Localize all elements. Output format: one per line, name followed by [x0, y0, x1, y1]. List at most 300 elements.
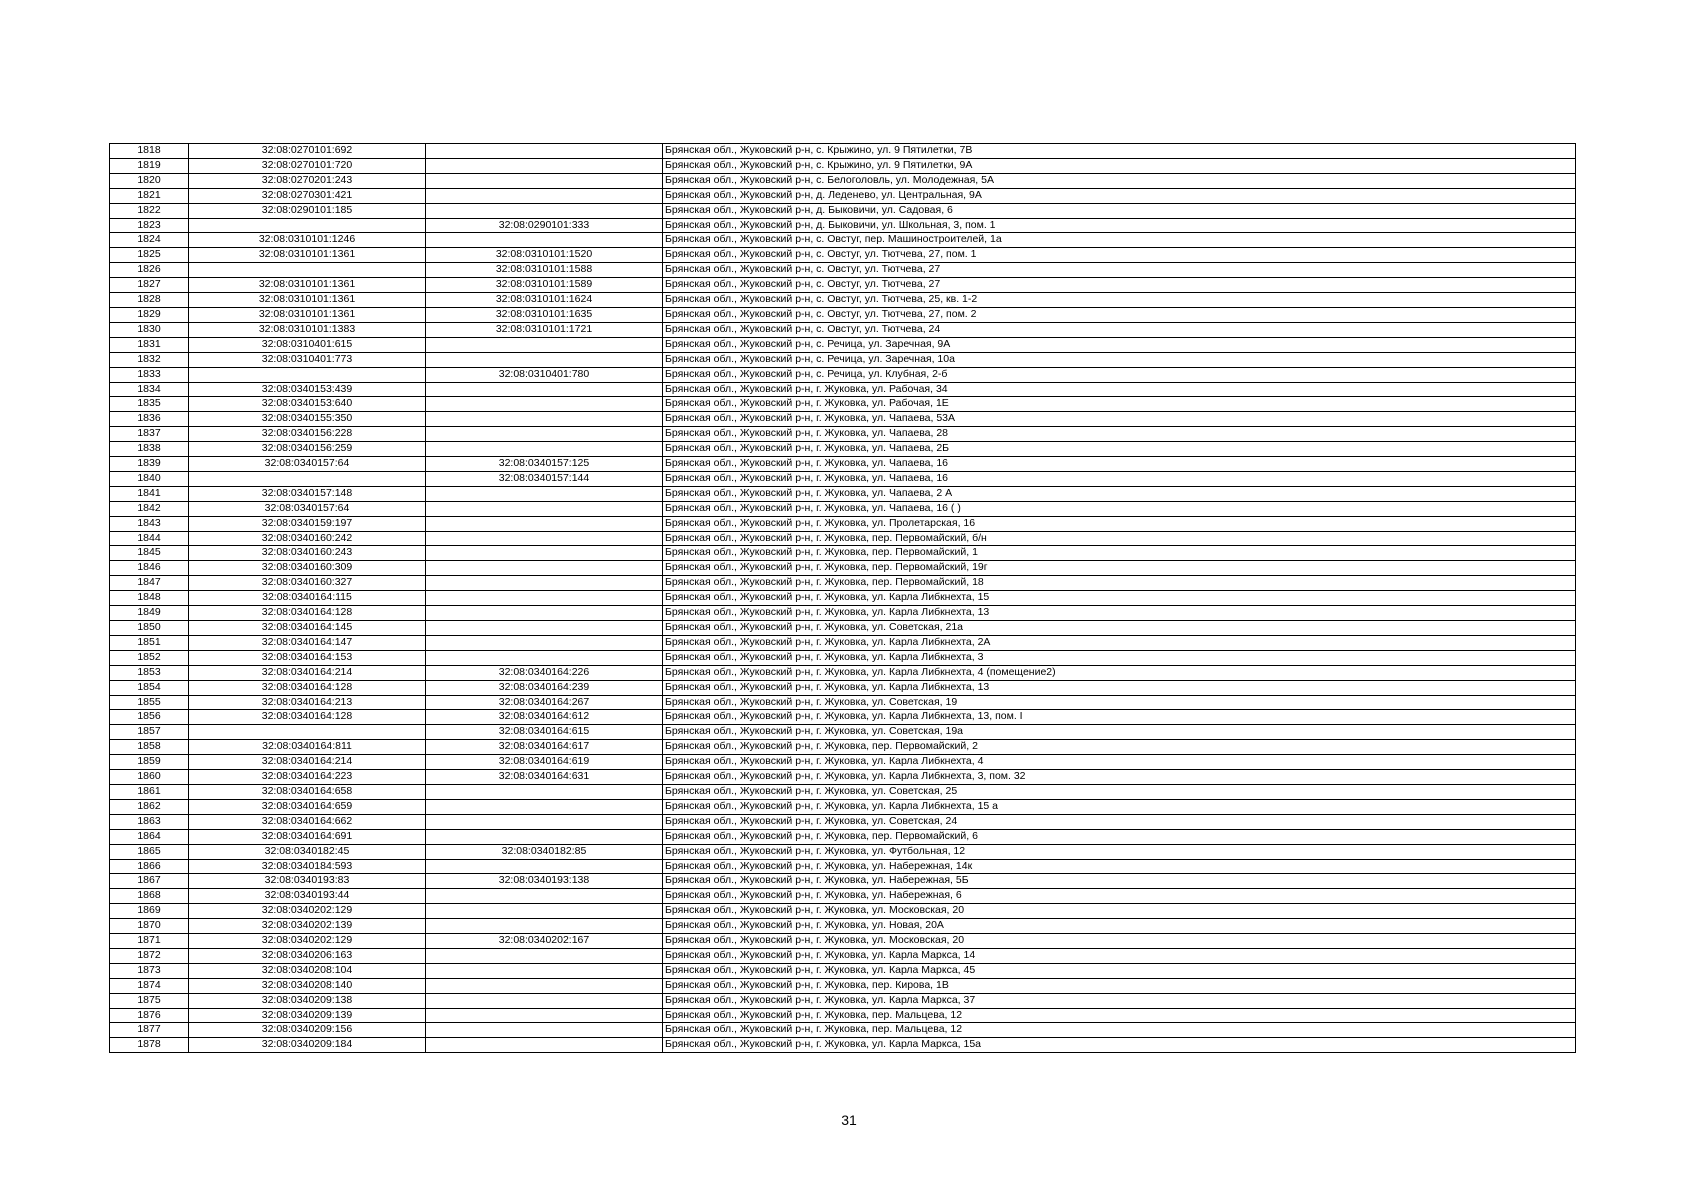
object-cadastral-number-cell: 32:08:0340164:631: [426, 770, 663, 785]
object-cadastral-number-cell: [426, 621, 663, 636]
table-row: [110, 844, 1576, 859]
address-cell: Брянская обл., Жуковский р-н, г. Жуковка, ул. Карла Либкнехта, 2А: [663, 635, 1576, 650]
object-cadastral-number-cell: [426, 486, 663, 501]
cadastral-number-cell: 32:08:0340164:214: [189, 755, 426, 770]
address-cell: Брянская обл., Жуковский р-н, г. Жуковка, ул. Карла Маркса, 14: [663, 948, 1576, 963]
table-row: [110, 218, 1576, 233]
address-cell: Брянская обл., Жуковский р-н, г. Жуковка, ул. Московская, 20: [663, 904, 1576, 919]
address-cell: Брянская обл., Жуковский р-н, г. Жуковка, ул. Карла Либкнехта, 3, пом. 32: [663, 770, 1576, 785]
address-cell: Брянская обл., Жуковский р-н, г. Жуковка, пер. Первомайский, 2: [663, 740, 1576, 755]
row-number-cell: 1850: [110, 621, 189, 636]
table-row: [110, 1038, 1576, 1053]
row-number-cell: 1860: [110, 770, 189, 785]
page-number: 31: [841, 1112, 857, 1128]
row-number-cell: 1822: [110, 203, 189, 218]
object-cadastral-number-cell: 32:08:0340164:267: [426, 695, 663, 710]
row-number-cell: 1845: [110, 546, 189, 561]
address-cell: Брянская обл., Жуковский р-н, г. Жуковка, пер. Первомайский, б/н: [663, 531, 1576, 546]
address-cell: Брянская обл., Жуковский р-н, г. Жуковка, ул. Карла Либкнехта, 13: [663, 680, 1576, 695]
table-row: [110, 457, 1576, 472]
row-number-cell: 1859: [110, 755, 189, 770]
address-cell: Брянская обл., Жуковский р-н, г. Жуковка, пер. Кирова, 1В: [663, 978, 1576, 993]
cadastral-number-cell: 32:08:0340164:115: [189, 591, 426, 606]
table-row: [110, 799, 1576, 814]
object-cadastral-number-cell: [426, 546, 663, 561]
object-cadastral-number-cell: [426, 799, 663, 814]
table-row: [110, 293, 1576, 308]
cadastral-number-cell: 32:08:0340164:147: [189, 635, 426, 650]
cadastral-number-cell: 32:08:0340182:45: [189, 844, 426, 859]
cadastral-number-cell: 32:08:0340209:139: [189, 1008, 426, 1023]
table-row: [110, 561, 1576, 576]
table-row: [110, 307, 1576, 322]
object-cadastral-number-cell: [426, 978, 663, 993]
table-row: [110, 203, 1576, 218]
object-cadastral-number-cell: [426, 561, 663, 576]
address-cell: Брянская обл., Жуковский р-н, г. Жуковка, ул. Футбольная, 12: [663, 844, 1576, 859]
object-cadastral-number-cell: [426, 919, 663, 934]
registry-table-body: [110, 144, 1576, 1053]
row-number-cell: 1872: [110, 948, 189, 963]
address-cell: Брянская обл., Жуковский р-н, г. Жуковка, ул. Чапаева, 16: [663, 471, 1576, 486]
cadastral-number-cell: 32:08:0340164:658: [189, 784, 426, 799]
cadastral-number-cell: [189, 471, 426, 486]
cadastral-number-cell: 32:08:0310101:1361: [189, 307, 426, 322]
table-row: [110, 263, 1576, 278]
table-row: [110, 144, 1576, 159]
address-cell: Брянская обл., Жуковский р-н, д. Быковичи, ул. Школьная, 3, пом. 1: [663, 218, 1576, 233]
row-number-cell: 1819: [110, 158, 189, 173]
cadastral-number-cell: 32:08:0310101:1361: [189, 248, 426, 263]
object-cadastral-number-cell: [426, 635, 663, 650]
address-cell: Брянская обл., Жуковский р-н, с. Крыжино, ул. 9 Пятилетки, 7В: [663, 144, 1576, 159]
row-number-cell: 1875: [110, 993, 189, 1008]
object-cadastral-number-cell: [426, 397, 663, 412]
object-cadastral-number-cell: 32:08:0340202:167: [426, 934, 663, 949]
cadastral-number-cell: 32:08:0310401:615: [189, 337, 426, 352]
row-number-cell: 1874: [110, 978, 189, 993]
cadastral-number-cell: 32:08:0310101:1246: [189, 233, 426, 248]
cadastral-number-cell: [189, 263, 426, 278]
row-number-cell: 1869: [110, 904, 189, 919]
cadastral-number-cell: 32:08:0340206:163: [189, 948, 426, 963]
address-cell: Брянская обл., Жуковский р-н, с. Овстуг, ул. Тютчева, 25, кв. 1-2: [663, 293, 1576, 308]
cadastral-number-cell: 32:08:0270201:243: [189, 173, 426, 188]
cadastral-number-cell: 32:08:0340164:153: [189, 650, 426, 665]
row-number-cell: 1855: [110, 695, 189, 710]
object-cadastral-number-cell: [426, 516, 663, 531]
table-row: [110, 963, 1576, 978]
object-cadastral-number-cell: 32:08:0340157:144: [426, 471, 663, 486]
object-cadastral-number-cell: [426, 412, 663, 427]
table-row: [110, 442, 1576, 457]
table-row: [110, 501, 1576, 516]
cadastral-number-cell: 32:08:0340209:138: [189, 993, 426, 1008]
table-row: [110, 591, 1576, 606]
object-cadastral-number-cell: [426, 352, 663, 367]
table-row: [110, 680, 1576, 695]
address-cell: Брянская обл., Жуковский р-н, г. Жуковка, ул. Карла Либкнехта, 3: [663, 650, 1576, 665]
cadastral-number-cell: 32:08:0340160:309: [189, 561, 426, 576]
row-number-cell: 1821: [110, 188, 189, 203]
address-cell: Брянская обл., Жуковский р-н, с. Речица, ул. Клубная, 2-б: [663, 367, 1576, 382]
object-cadastral-number-cell: 32:08:0290101:333: [426, 218, 663, 233]
row-number-cell: 1871: [110, 934, 189, 949]
table-row: [110, 337, 1576, 352]
cadastral-number-cell: 32:08:0340160:327: [189, 576, 426, 591]
address-cell: Брянская обл., Жуковский р-н, г. Жуковка, ул. Карла Либкнехта, 4: [663, 755, 1576, 770]
address-cell: Брянская обл., Жуковский р-н, г. Жуковка, ул. Рабочая, 34: [663, 382, 1576, 397]
address-cell: Брянская обл., Жуковский р-н, г. Жуковка, ул. Советская, 19: [663, 695, 1576, 710]
address-cell: Брянская обл., Жуковский р-н, г. Жуковка, ул. Московская, 20: [663, 934, 1576, 949]
address-cell: Брянская обл., Жуковский р-н, с. Овстуг, ул. Тютчева, 27, пом. 2: [663, 307, 1576, 322]
row-number-cell: 1846: [110, 561, 189, 576]
cadastral-number-cell: 32:08:0340164:223: [189, 770, 426, 785]
object-cadastral-number-cell: 32:08:0310101:1589: [426, 278, 663, 293]
address-cell: Брянская обл., Жуковский р-н, с. Овстуг, ул. Тютчева, 27: [663, 278, 1576, 293]
row-number-cell: 1838: [110, 442, 189, 457]
row-number-cell: 1837: [110, 427, 189, 442]
object-cadastral-number-cell: [426, 650, 663, 665]
object-cadastral-number-cell: 32:08:0310101:1624: [426, 293, 663, 308]
cadastral-number-cell: 32:08:0340164:691: [189, 829, 426, 844]
address-cell: Брянская обл., Жуковский р-н, с. Белоголовль, ул. Молодежная, 5А: [663, 173, 1576, 188]
cadastral-number-cell: 32:08:0340193:83: [189, 874, 426, 889]
row-number-cell: 1842: [110, 501, 189, 516]
address-cell: Брянская обл., Жуковский р-н, г. Жуковка, ул. Чапаева, 16 ( ): [663, 501, 1576, 516]
address-cell: Брянская обл., Жуковский р-н, г. Жуковка, ул. Советская, 19а: [663, 725, 1576, 740]
row-number-cell: 1877: [110, 1023, 189, 1038]
object-cadastral-number-cell: [426, 591, 663, 606]
address-cell: Брянская обл., Жуковский р-н, г. Жуковка, ул. Карла Маркса, 45: [663, 963, 1576, 978]
table-row: [110, 904, 1576, 919]
table-row: [110, 233, 1576, 248]
object-cadastral-number-cell: [426, 889, 663, 904]
address-cell: Брянская обл., Жуковский р-н, г. Жуковка, ул. Чапаева, 28: [663, 427, 1576, 442]
row-number-cell: 1843: [110, 516, 189, 531]
cadastral-number-cell: 32:08:0340202:129: [189, 934, 426, 949]
object-cadastral-number-cell: 32:08:0310101:1721: [426, 322, 663, 337]
row-number-cell: 1878: [110, 1038, 189, 1053]
cadastral-number-cell: 32:08:0340202:129: [189, 904, 426, 919]
object-cadastral-number-cell: [426, 442, 663, 457]
table-row: [110, 367, 1576, 382]
object-cadastral-number-cell: 32:08:0340182:85: [426, 844, 663, 859]
table-row: [110, 740, 1576, 755]
row-number-cell: 1841: [110, 486, 189, 501]
cadastral-number-cell: 32:08:0340164:662: [189, 814, 426, 829]
address-cell: Брянская обл., Жуковский р-н, д. Быковичи, ул. Садовая, 6: [663, 203, 1576, 218]
cadastral-number-cell: 32:08:0340160:243: [189, 546, 426, 561]
table-row: [110, 188, 1576, 203]
row-number-cell: 1823: [110, 218, 189, 233]
cadastral-number-cell: 32:08:0270301:421: [189, 188, 426, 203]
table-row: [110, 665, 1576, 680]
object-cadastral-number-cell: [426, 784, 663, 799]
table-row: [110, 427, 1576, 442]
address-cell: Брянская обл., Жуковский р-н, г. Жуковка, ул. Карла Либкнехта, 13, пом. I: [663, 710, 1576, 725]
address-cell: Брянская обл., Жуковский р-н, с. Овстуг, ул. Тютчева, 27: [663, 263, 1576, 278]
address-cell: Брянская обл., Жуковский р-н, г. Жуковка, ул. Чапаева, 16: [663, 457, 1576, 472]
object-cadastral-number-cell: 32:08:0340164:239: [426, 680, 663, 695]
object-cadastral-number-cell: 32:08:0340164:612: [426, 710, 663, 725]
cadastral-number-cell: 32:08:0340159:197: [189, 516, 426, 531]
cadastral-number-cell: 32:08:0340208:140: [189, 978, 426, 993]
table-row: [110, 695, 1576, 710]
table-row: [110, 576, 1576, 591]
table-row: [110, 1023, 1576, 1038]
row-number-cell: 1864: [110, 829, 189, 844]
table-row: [110, 710, 1576, 725]
table-row: [110, 606, 1576, 621]
table-row: [110, 412, 1576, 427]
table-row: [110, 635, 1576, 650]
row-number-cell: 1866: [110, 859, 189, 874]
row-number-cell: 1865: [110, 844, 189, 859]
cadastral-number-cell: 32:08:0340153:439: [189, 382, 426, 397]
table-row: [110, 993, 1576, 1008]
cadastral-number-cell: 32:08:0340208:104: [189, 963, 426, 978]
object-cadastral-number-cell: [426, 188, 663, 203]
table-row: [110, 1008, 1576, 1023]
cadastral-number-cell: 32:08:0340202:139: [189, 919, 426, 934]
cadastral-number-cell: 32:08:0310101:1361: [189, 278, 426, 293]
object-cadastral-number-cell: 32:08:0310101:1635: [426, 307, 663, 322]
address-cell: Брянская обл., Жуковский р-н, с. Овстуг, ул. Тютчева, 27, пом. 1: [663, 248, 1576, 263]
address-cell: Брянская обл., Жуковский р-н, г. Жуковка, ул. Карла Маркса, 37: [663, 993, 1576, 1008]
table-row: [110, 486, 1576, 501]
cadastral-number-cell: [189, 367, 426, 382]
cadastral-number-cell: 32:08:0310101:1383: [189, 322, 426, 337]
row-number-cell: 1824: [110, 233, 189, 248]
row-number-cell: 1857: [110, 725, 189, 740]
object-cadastral-number-cell: 32:08:0310401:780: [426, 367, 663, 382]
table-row: [110, 889, 1576, 904]
cadastral-number-cell: 32:08:0340164:145: [189, 621, 426, 636]
object-cadastral-number-cell: [426, 948, 663, 963]
row-number-cell: 1851: [110, 635, 189, 650]
row-number-cell: 1854: [110, 680, 189, 695]
row-number-cell: 1867: [110, 874, 189, 889]
table-row: [110, 471, 1576, 486]
row-number-cell: 1827: [110, 278, 189, 293]
row-number-cell: 1873: [110, 963, 189, 978]
cadastral-number-cell: 32:08:0340157:64: [189, 457, 426, 472]
cadastral-number-cell: [189, 218, 426, 233]
object-cadastral-number-cell: [426, 427, 663, 442]
table-row: [110, 784, 1576, 799]
cadastral-number-cell: 32:08:0340156:228: [189, 427, 426, 442]
row-number-cell: 1825: [110, 248, 189, 263]
table-row: [110, 725, 1576, 740]
object-cadastral-number-cell: [426, 203, 663, 218]
cadastral-number-cell: 32:08:0340164:128: [189, 680, 426, 695]
cadastral-number-cell: 32:08:0340164:128: [189, 710, 426, 725]
object-cadastral-number-cell: 32:08:0340157:125: [426, 457, 663, 472]
row-number-cell: 1858: [110, 740, 189, 755]
address-cell: Брянская обл., Жуковский р-н, г. Жуковка, пер. Мальцева, 12: [663, 1008, 1576, 1023]
address-cell: Брянская обл., Жуковский р-н, г. Жуковка, ул. Карла Либкнехта, 4 (помещение2): [663, 665, 1576, 680]
cadastral-number-cell: 32:08:0290101:185: [189, 203, 426, 218]
table-row: [110, 948, 1576, 963]
row-number-cell: 1856: [110, 710, 189, 725]
row-number-cell: 1836: [110, 412, 189, 427]
cadastral-number-cell: 32:08:0340157:148: [189, 486, 426, 501]
object-cadastral-number-cell: [426, 501, 663, 516]
address-cell: Брянская обл., Жуковский р-н, г. Жуковка, ул. Чапаева, 2Б: [663, 442, 1576, 457]
row-number-cell: 1840: [110, 471, 189, 486]
object-cadastral-number-cell: [426, 993, 663, 1008]
cadastral-number-cell: [189, 725, 426, 740]
row-number-cell: 1832: [110, 352, 189, 367]
row-number-cell: 1852: [110, 650, 189, 665]
table-row: [110, 621, 1576, 636]
table-row: [110, 650, 1576, 665]
table-row: [110, 531, 1576, 546]
object-cadastral-number-cell: [426, 144, 663, 159]
row-number-cell: 1863: [110, 814, 189, 829]
row-number-cell: 1834: [110, 382, 189, 397]
row-number-cell: 1835: [110, 397, 189, 412]
row-number-cell: 1830: [110, 322, 189, 337]
object-cadastral-number-cell: [426, 337, 663, 352]
object-cadastral-number-cell: 32:08:0340193:138: [426, 874, 663, 889]
row-number-cell: 1848: [110, 591, 189, 606]
cadastral-number-cell: 32:08:0340156:259: [189, 442, 426, 457]
address-cell: Брянская обл., Жуковский р-н, г. Жуковка, пер. Мальцева, 12: [663, 1023, 1576, 1038]
address-cell: Брянская обл., Жуковский р-н, г. Жуковка, пер. Первомайский, 6: [663, 829, 1576, 844]
address-cell: Брянская обл., Жуковский р-н, г. Жуковка, ул. Карла Либкнехта, 13: [663, 606, 1576, 621]
row-number-cell: 1829: [110, 307, 189, 322]
row-number-cell: 1826: [110, 263, 189, 278]
address-cell: Брянская обл., Жуковский р-н, г. Жуковка, ул. Карла Либкнехта, 15: [663, 591, 1576, 606]
row-number-cell: 1876: [110, 1008, 189, 1023]
object-cadastral-number-cell: [426, 963, 663, 978]
address-cell: Брянская обл., Жуковский р-н, с. Овстуг, ул. Тютчева, 24: [663, 322, 1576, 337]
object-cadastral-number-cell: [426, 531, 663, 546]
property-registry-table: [109, 143, 1576, 1053]
cadastral-number-cell: 32:08:0340164:128: [189, 606, 426, 621]
cadastral-number-cell: 32:08:0340155:350: [189, 412, 426, 427]
object-cadastral-number-cell: [426, 814, 663, 829]
address-cell: Брянская обл., Жуковский р-н, г. Жуковка, ул. Советская, 21а: [663, 621, 1576, 636]
cadastral-number-cell: 32:08:0310101:1361: [189, 293, 426, 308]
object-cadastral-number-cell: 32:08:0340164:615: [426, 725, 663, 740]
row-number-cell: 1844: [110, 531, 189, 546]
cadastral-number-cell: 32:08:0340184:593: [189, 859, 426, 874]
row-number-cell: 1820: [110, 173, 189, 188]
table-row: [110, 516, 1576, 531]
table-row: [110, 382, 1576, 397]
row-number-cell: 1847: [110, 576, 189, 591]
row-number-cell: 1868: [110, 889, 189, 904]
address-cell: Брянская обл., Жуковский р-н, г. Жуковка, ул. Набережная, 6: [663, 889, 1576, 904]
address-cell: Брянская обл., Жуковский р-н, г. Жуковка, ул. Советская, 24: [663, 814, 1576, 829]
row-number-cell: 1839: [110, 457, 189, 472]
table-row: [110, 546, 1576, 561]
row-number-cell: 1818: [110, 144, 189, 159]
table-row: [110, 770, 1576, 785]
address-cell: Брянская обл., Жуковский р-н, г. Жуковка, ул. Чапаева, 53А: [663, 412, 1576, 427]
object-cadastral-number-cell: 32:08:0340164:617: [426, 740, 663, 755]
cadastral-number-cell: 32:08:0340160:242: [189, 531, 426, 546]
cadastral-number-cell: 32:08:0270101:720: [189, 158, 426, 173]
address-cell: Брянская обл., Жуковский р-н, г. Жуковка, пер. Первомайский, 1: [663, 546, 1576, 561]
cadastral-number-cell: 32:08:0310401:773: [189, 352, 426, 367]
address-cell: Брянская обл., Жуковский р-н, г. Жуковка, ул. Чапаева, 2 А: [663, 486, 1576, 501]
address-cell: Брянская обл., Жуковский р-н, г. Жуковка, ул. Советская, 25: [663, 784, 1576, 799]
object-cadastral-number-cell: [426, 1008, 663, 1023]
row-number-cell: 1831: [110, 337, 189, 352]
object-cadastral-number-cell: [426, 1023, 663, 1038]
object-cadastral-number-cell: [426, 1038, 663, 1053]
row-number-cell: 1849: [110, 606, 189, 621]
address-cell: Брянская обл., Жуковский р-н, г. Жуковка, ул. Новая, 20А: [663, 919, 1576, 934]
table-row: [110, 874, 1576, 889]
address-cell: Брянская обл., Жуковский р-н, г. Жуковка, ул. Карла Маркса, 15а: [663, 1038, 1576, 1053]
cadastral-number-cell: 32:08:0340157:64: [189, 501, 426, 516]
address-cell: Брянская обл., Жуковский р-н, с. Крыжино, ул. 9 Пятилетки, 9А: [663, 158, 1576, 173]
cadastral-number-cell: 32:08:0270101:692: [189, 144, 426, 159]
table-row: [110, 248, 1576, 263]
table-row: [110, 829, 1576, 844]
document-page: [109, 143, 1576, 1053]
cadastral-number-cell: 32:08:0340164:659: [189, 799, 426, 814]
object-cadastral-number-cell: [426, 233, 663, 248]
table-row: [110, 278, 1576, 293]
table-row: [110, 397, 1576, 412]
table-row: [110, 978, 1576, 993]
table-row: [110, 322, 1576, 337]
address-cell: Брянская обл., Жуковский р-н, с. Речица, ул. Заречная, 9А: [663, 337, 1576, 352]
row-number-cell: 1833: [110, 367, 189, 382]
address-cell: Брянская обл., Жуковский р-н, г. Жуковка, ул. Карла Либкнехта, 15 а: [663, 799, 1576, 814]
object-cadastral-number-cell: [426, 606, 663, 621]
row-number-cell: 1861: [110, 784, 189, 799]
address-cell: Брянская обл., Жуковский р-н, г. Жуковка, пер. Первомайский, 18: [663, 576, 1576, 591]
object-cadastral-number-cell: [426, 829, 663, 844]
table-row: [110, 173, 1576, 188]
row-number-cell: 1853: [110, 665, 189, 680]
address-cell: Брянская обл., Жуковский р-н, г. Жуковка, ул. Пролетарская, 16: [663, 516, 1576, 531]
object-cadastral-number-cell: 32:08:0340164:619: [426, 755, 663, 770]
row-number-cell: 1862: [110, 799, 189, 814]
cadastral-number-cell: 32:08:0340209:184: [189, 1038, 426, 1053]
object-cadastral-number-cell: 32:08:0310101:1520: [426, 248, 663, 263]
object-cadastral-number-cell: [426, 859, 663, 874]
object-cadastral-number-cell: [426, 158, 663, 173]
object-cadastral-number-cell: 32:08:0310101:1588: [426, 263, 663, 278]
cadastral-number-cell: 32:08:0340153:640: [189, 397, 426, 412]
table-row: [110, 859, 1576, 874]
address-cell: Брянская обл., Жуковский р-н, г. Жуковка, пер. Первомайский, 19г: [663, 561, 1576, 576]
address-cell: Брянская обл., Жуковский р-н, г. Жуковка, ул. Рабочая, 1Е: [663, 397, 1576, 412]
row-number-cell: 1828: [110, 293, 189, 308]
table-row: [110, 158, 1576, 173]
table-row: [110, 352, 1576, 367]
address-cell: Брянская обл., Жуковский р-н, г. Жуковка, ул. Набережная, 5Б: [663, 874, 1576, 889]
object-cadastral-number-cell: 32:08:0340164:226: [426, 665, 663, 680]
cadastral-number-cell: 32:08:0340209:156: [189, 1023, 426, 1038]
cadastral-number-cell: 32:08:0340164:811: [189, 740, 426, 755]
table-row: [110, 755, 1576, 770]
object-cadastral-number-cell: [426, 382, 663, 397]
cadastral-number-cell: 32:08:0340193:44: [189, 889, 426, 904]
table-row: [110, 934, 1576, 949]
object-cadastral-number-cell: [426, 904, 663, 919]
address-cell: Брянская обл., Жуковский р-н, с. Речица, ул. Заречная, 10а: [663, 352, 1576, 367]
address-cell: Брянская обл., Жуковский р-н, г. Жуковка, ул. Набережная, 14к: [663, 859, 1576, 874]
